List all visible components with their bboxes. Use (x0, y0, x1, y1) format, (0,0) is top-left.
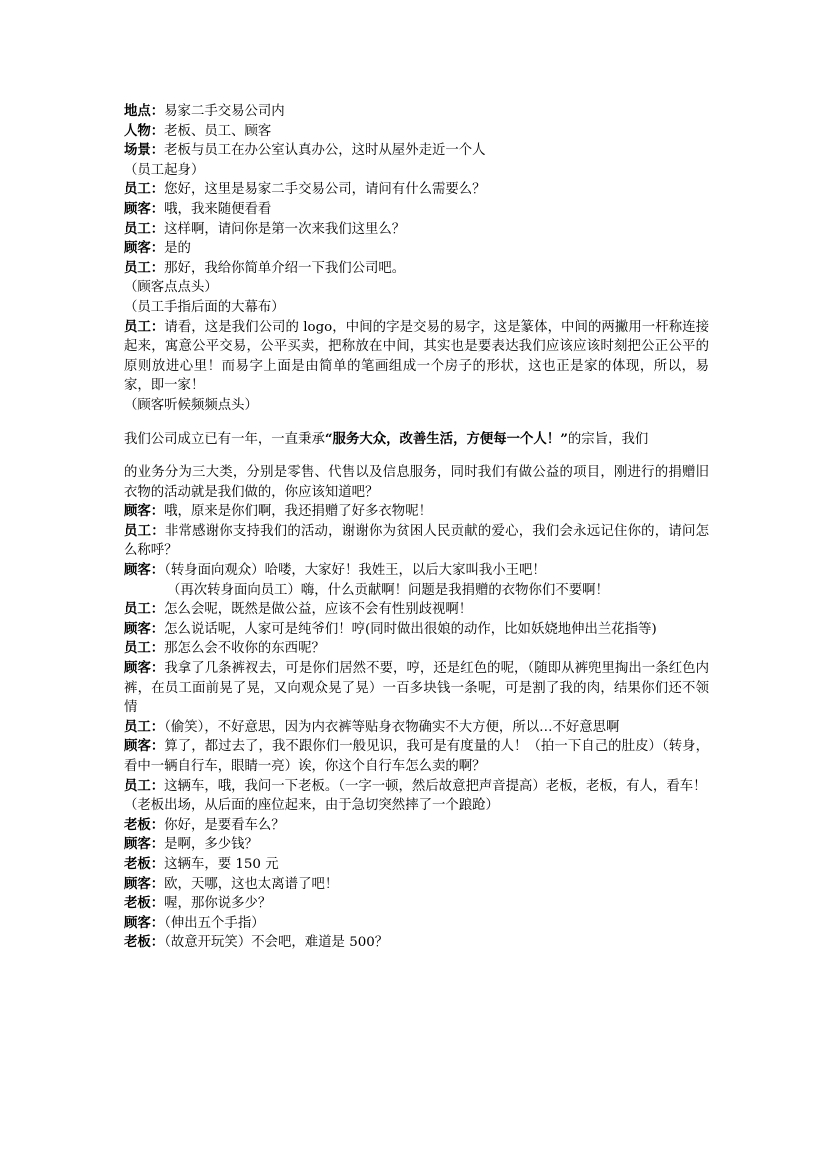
script-block-donation (124, 502, 709, 580)
dialogue-line (124, 659, 709, 718)
speaker-label: 员工： (124, 318, 165, 335)
dialogue-line (124, 914, 709, 934)
speaker-label: 顾客： (124, 503, 165, 520)
dialogue-line (124, 298, 709, 318)
speaker-label: 顾客： (124, 660, 165, 677)
document-body (124, 102, 709, 953)
dialogue-line (124, 718, 709, 738)
dialogue-text: 怎么说话呢，人家可是纯爷们！哼(同时做出很娘的动作，比如妖娆地伸出兰花指等) (164, 621, 657, 637)
speaker-label: 顾客： (124, 836, 165, 853)
dialogue-text: （伸出五个手指） (164, 915, 265, 931)
dialogue-line (124, 318, 709, 396)
speaker-label: 顾客： (124, 240, 165, 257)
dialogue-line (124, 141, 709, 161)
speaker-label: 员工： (124, 259, 165, 276)
dialogue-text: 那好，我给你简单介绍一下我们公司吧。 (164, 260, 406, 276)
dialogue-line (124, 561, 709, 581)
motto-after: 的宗旨，我们 (567, 431, 649, 447)
dialogue-line (124, 894, 709, 914)
script-block-bike (124, 600, 709, 953)
dialogue-text: （老板出场，从后面的座位起来，由于急切突然摔了一个踉跄） (124, 798, 499, 814)
speaker-label: 老板： (124, 855, 165, 872)
speaker-label: 员工： (124, 640, 165, 657)
dialogue-line (124, 502, 709, 522)
dialogue-text: （员工手指后面的大幕布） (124, 299, 285, 315)
dialogue-line (124, 180, 709, 200)
dialogue-text: 老板、员工、顾客 (164, 123, 272, 139)
dialogue-text: 你好，是要看车么？ (164, 817, 285, 833)
dialogue-line (124, 239, 709, 259)
dialogue-text: 是啊，多少钱？ (164, 837, 258, 853)
speaker-label: 员工： (124, 220, 165, 237)
dialogue-text: 非常感谢你支持我们的活动，谢谢你为贫困人民贡献的爱心，我们会永远记住你的，请问怎么称呼？ (124, 523, 710, 559)
dialogue-text: 您好，这里是易家二手交易公司，请问有什么需要么？ (164, 182, 486, 198)
speaker-label: 地点： (124, 103, 165, 119)
dialogue-text: 我拿了几条裤衩去，可是你们居然不要，哼，还是红色的呢，（随即从裤兜里掏出一条红色内裤，在员工面前晃了晃，又向观众晃了晃）一百多块钱一条呢，可是割了我的肉，结果你们还不领情 (124, 661, 710, 716)
script-block-intro (124, 102, 709, 416)
speaker-label: 人物： (124, 122, 165, 139)
speaker-label: 顾客： (124, 562, 165, 579)
speaker-label: 员工： (124, 181, 165, 198)
dialogue-line (124, 102, 709, 122)
dialogue-line (124, 600, 709, 620)
dialogue-text: 欧，天哪，这也太离谱了吧！ (164, 876, 339, 892)
dialogue-line (124, 396, 709, 416)
dialogue-text: 老板与员工在办公室认真办公，这时从屋外走近一个人 (164, 143, 486, 159)
dialogue-line (124, 122, 709, 142)
dialogue-line (124, 161, 709, 181)
speaker-label: 场景： (124, 142, 165, 159)
dialogue-text: 这辆车，要 150 元 (164, 856, 279, 872)
speaker-label: 顾客： (124, 200, 165, 217)
speaker-label: 员工： (124, 718, 165, 735)
dialogue-text: 请看，这是我们公司的 logo，中间的字是交易的易字，这是篆体，中间的两撇用一杆称连接起来，寓意公平交易，公平买卖，把称放在中间，其实也是要表达我们应该应该时刻把公正公平的原则放进心里！而易字上面是由简单的笔画组成一个房子的形状，这也正是家的体现，所以，易家，即一家！ (124, 319, 710, 394)
speaker-label: 老板： (124, 816, 165, 833)
dialogue-text: 那怎么会不收你的东西呢？ (164, 641, 325, 657)
dialogue-text: （故意开玩笑）不会吧，难道是 500？ (164, 935, 389, 951)
dialogue-line (124, 200, 709, 220)
dialogue-text: 哦，原来是你们啊，我还捐赠了好多衣物呢！ (164, 504, 432, 520)
dialogue-line (124, 835, 709, 855)
dialogue-text: 是的 (164, 241, 191, 257)
dialogue-text: 这辆车，哦，我问一下老板。（一字一顿，然后故意把声音提高）老板，老板，有人，看车！ (164, 778, 707, 794)
indented-stage-line: （再次转身面向员工）嗨，什么贡献啊！问题是我捐赠的衣物你们不要啊！ (167, 582, 609, 598)
speaker-label: 顾客： (124, 620, 165, 637)
dialogue-text: （顾客点点头） (124, 280, 218, 296)
dialogue-text: （转身面向观众）哈喽，大家好！我姓王，以后大家叫我小王吧！ (164, 563, 546, 579)
dialogue-text: （员工起身） (124, 162, 205, 178)
dialogue-line (124, 522, 709, 561)
motto-paragraph (124, 430, 709, 450)
dialogue-text: 怎么会呢，既然是做公益，应该不会有性别歧视啊！ (164, 602, 473, 618)
motto-before: 我们公司成立已有一年，一直秉承 (124, 431, 325, 447)
dialogue-text: （顾客听候频频点头） (124, 397, 258, 413)
dialogue-line (124, 796, 709, 816)
dialogue-line (124, 220, 709, 240)
speaker-label: 员工： (124, 601, 165, 618)
dialogue-line (124, 278, 709, 298)
dialogue-line (124, 259, 709, 279)
speaker-label: 顾客： (124, 738, 165, 755)
speaker-label: 老板： (124, 895, 165, 912)
dialogue-text: 喔，那你说多少？ (164, 896, 272, 912)
motto-continued: 的业务分为三大类，分别是零售、代售以及信息服务，同时我们有做公益的项目，刚进行的捐赠旧衣物的活动就是我们做的，你应该知道吧？ (124, 465, 709, 500)
motto-slogan: “服务大众，改善生活，方便每一个人！” (324, 430, 568, 447)
dialogue-text: 算了，都过去了，我不跟你们一般见识，我可是有度量的人！（拍一下自己的肚皮）（转身，看中一辆自行车，眼睛一亮）诶，你这个自行车怎么卖的啊？ (124, 739, 710, 774)
dialogue-line (124, 639, 709, 659)
dialogue-line (124, 875, 709, 895)
speaker-label: 顾客： (124, 914, 165, 931)
dialogue-line (124, 855, 709, 875)
dialogue-line (124, 620, 709, 640)
dialogue-line (124, 777, 709, 797)
speaker-label: 顾客： (124, 875, 165, 892)
dialogue-text: 这样啊，请问你是第一次来我们这里么？ (164, 221, 406, 237)
dialogue-line (124, 933, 709, 953)
dialogue-text: 易家二手交易公司内 (164, 104, 285, 119)
speaker-label: 员工： (124, 522, 165, 539)
dialogue-text: 哦，我来随便看看 (164, 201, 272, 217)
speaker-label: 老板： (124, 934, 165, 951)
dialogue-text: （偷笑），不好意思，因为内衣裤等贴身衣物确实不大方便，所以…不好意思啊 (164, 719, 620, 735)
dialogue-line (124, 737, 709, 776)
speaker-label: 员工： (124, 777, 165, 794)
dialogue-line (124, 816, 709, 836)
